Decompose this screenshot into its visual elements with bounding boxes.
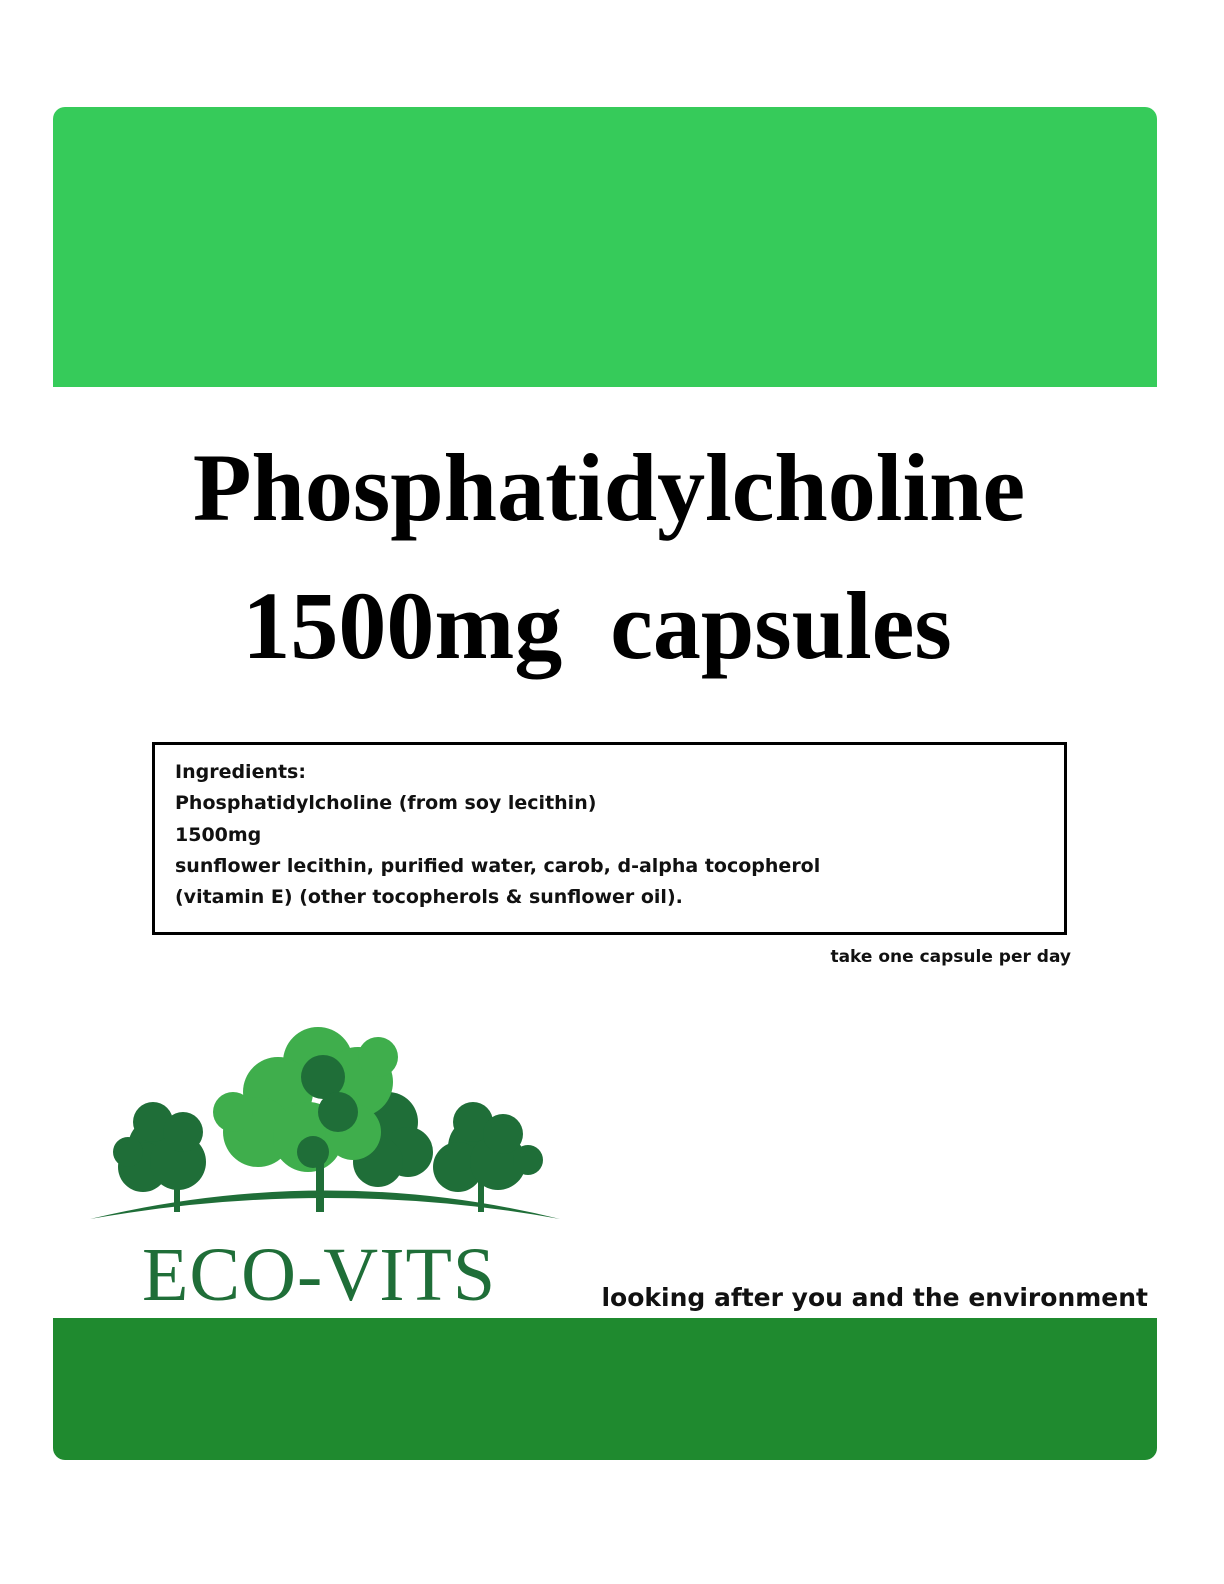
brand-name: ECO-VITS [142,1233,497,1317]
dosage-instruction: take one capsule per day [830,947,1071,967]
trees-on-hill-icon [88,1012,568,1227]
ingredients-line: Phosphatidylcholine (from soy lecithin) [175,792,597,814]
ingredients-line: 1500mg [175,824,262,846]
bottom-color-band [53,1318,1157,1460]
left-tree-icon [113,1102,206,1212]
ingredients-line: (vitamin E) (other tocopherols & sunflower oil). [175,886,683,908]
right-tree-icon [433,1102,543,1212]
product-subtitle: 1500mg capsules [242,572,952,679]
top-color-band [53,107,1157,387]
product-title: Phosphatidylcholine [192,434,1026,541]
ingredients-heading: Ingredients: [175,761,306,783]
ingredients-box [152,742,1067,935]
ingredients-line: sunflower lecithin, purified water, carob, d-alpha tocopherol [175,855,821,877]
brand-tagline: looking after you and the environment [601,1283,1148,1312]
hill-arc [90,1191,560,1220]
